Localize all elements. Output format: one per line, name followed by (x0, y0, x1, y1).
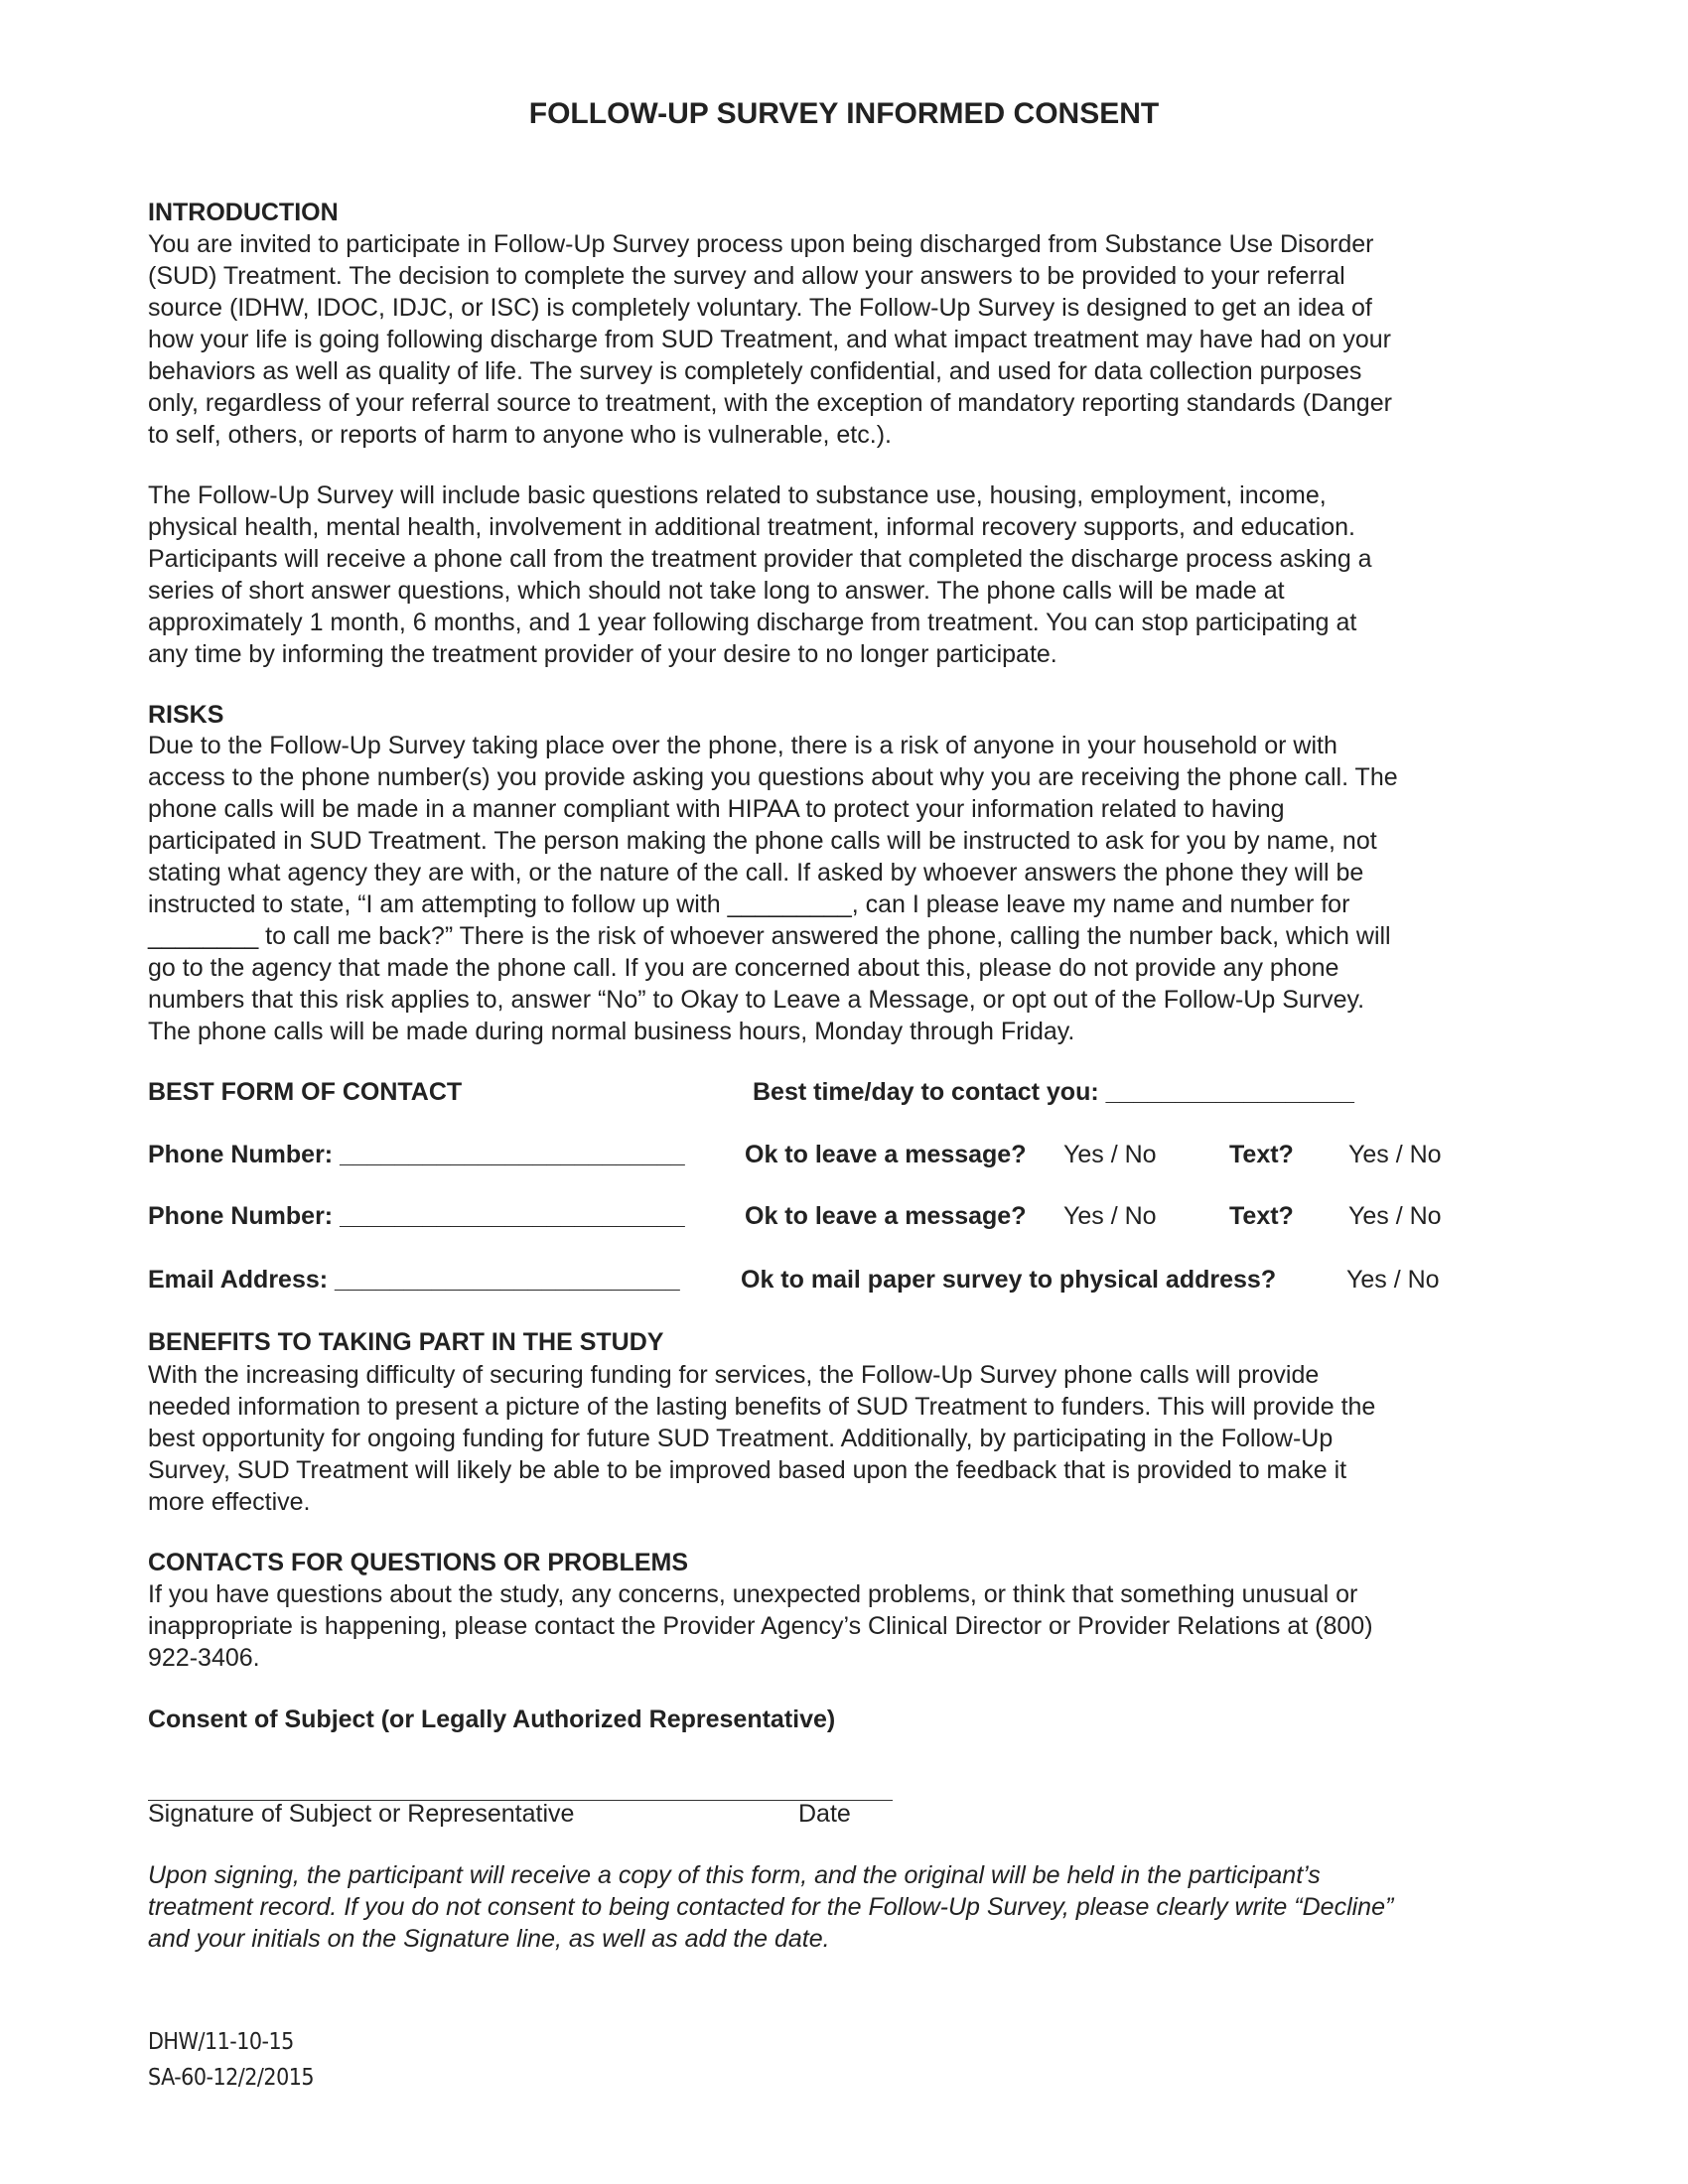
text-line: ________ to call me back?” There is the risk of whoever answered the phone, calling the number back, which will (148, 922, 1391, 950)
text-line: best opportunity for ongoing funding for future SUD Treatment. Additionally, by participating in the Follow-Up (148, 1425, 1334, 1452)
text-label: Text? (1229, 1202, 1294, 1230)
text-line: Survey, SUD Treatment will likely be able to be improved based upon the feedback that is provided to make it (148, 1456, 1347, 1484)
text-line: numbers that this risk applies to, answer “No” to Okay to Leave a Message, or opt out of the Follow-Up Survey. (148, 986, 1365, 1014)
text-line: more effective. (148, 1488, 311, 1516)
best-form-heading: BEST FORM OF CONTACT (148, 1078, 463, 1106)
text-line: participated in SUD Treatment. The person making the phone calls will be instructed to ask for you by name, not (148, 827, 1377, 855)
text-line: You are invited to participate in Follow-Up Survey process upon being discharged from Substance Use Disorder (148, 230, 1374, 258)
text-line: Due to the Follow-Up Survey taking place over the phone, there is a risk of anyone in your household or with (148, 732, 1337, 759)
introduction-paragraph-2 (148, 479, 1558, 670)
phone-number-field[interactable]: Phone Number: _________________________ (148, 1202, 685, 1230)
text-line: With the increasing difficulty of securing funding for services, the Follow-Up Survey phone calls will provide (148, 1361, 1320, 1389)
best-time-field[interactable]: Best time/day to contact you: __________________ (753, 1078, 1354, 1106)
text-line: physical health, mental health, involvement in additional treatment, informal recovery supports, and education. (148, 513, 1355, 541)
benefits-paragraph (148, 1359, 1558, 1518)
text-line: and your initials on the Signature line, as well as add the date. (148, 1925, 830, 1953)
text-line: needed information to present a picture of the lasting benefits of SUD Treatment to funders. This will provide the (148, 1393, 1376, 1421)
text-yes-no[interactable]: Yes / No (1348, 1202, 1442, 1230)
text-line: Participants will receive a phone call from the treatment provider that completed the discharge process asking a (148, 545, 1372, 573)
section-heading-contacts: CONTACTS FOR QUESTIONS OR PROBLEMS (148, 1549, 688, 1576)
text-line: any time by informing the treatment provider of your desire to no longer participate. (148, 640, 1057, 668)
ok-mail-yes-no[interactable]: Yes / No (1346, 1266, 1440, 1294)
text-line: phone calls will be made in a manner compliant with HIPAA to protect your information related to having (148, 795, 1285, 823)
text-line: access to the phone number(s) you provide asking you questions about why you are receiving the phone call. The (148, 763, 1398, 791)
form-code-line-1: DHW/11-10-15 (148, 2029, 294, 2055)
ok-message-yes-no[interactable]: Yes / No (1063, 1202, 1157, 1230)
consent-note (148, 1859, 1558, 1955)
ok-message-label: Ok to leave a message? (745, 1202, 1027, 1230)
text-line: 922-3406. (148, 1644, 260, 1672)
section-heading-benefits: BENEFITS TO TAKING PART IN THE STUDY (148, 1328, 664, 1356)
text-line: approximately 1 month, 6 months, and 1 year following discharge from treatment. You can stop participating at (148, 609, 1357, 636)
ok-message-yes-no[interactable]: Yes / No (1063, 1141, 1157, 1168)
phone-row-2 (148, 1200, 1688, 1232)
introduction-paragraph-1 (148, 228, 1558, 451)
text-line: If you have questions about the study, any concerns, unexpected problems, or think that something unusual or (148, 1580, 1358, 1608)
text-yes-no[interactable]: Yes / No (1348, 1141, 1442, 1168)
text-line: only, regardless of your referral source to treatment, with the exception of mandatory reporting standards (Danger (148, 389, 1392, 417)
text-line: stating what agency they are with, or the nature of the call. If asked by whoever answers the phone they will be (148, 859, 1364, 887)
ok-message-label: Ok to leave a message? (745, 1141, 1027, 1168)
page-title: FOLLOW-UP SURVEY INFORMED CONSENT (528, 97, 1160, 130)
text-line: to self, others, or reports of harm to anyone who is vulnerable, etc.). (148, 421, 892, 449)
consent-heading: Consent of Subject (or Legally Authorized Representative) (148, 1706, 836, 1733)
text-line: (SUD) Treatment. The decision to complete the survey and allow your answers to be provided to your referral (148, 262, 1345, 290)
date-label: Date (798, 1800, 851, 1828)
text-line: series of short answer questions, which should not take long to answer. The phone calls will be made at (148, 577, 1285, 605)
text-line: go to the agency that made the phone call. If you are concerned about this, please do not provide any phone (148, 954, 1339, 982)
text-line: behaviors as well as quality of life. The survey is completely confidential, and used for data collection purposes (148, 357, 1362, 385)
section-heading-introduction: INTRODUCTION (148, 199, 339, 226)
best-form-of-contact-row (148, 1076, 1688, 1108)
email-row (148, 1264, 1688, 1296)
text-line: Upon signing, the participant will receive a copy of this form, and the original will be held in the participant’s (148, 1861, 1321, 1889)
text-line: The phone calls will be made during normal business hours, Monday through Friday. (148, 1018, 1075, 1045)
text-line: source (IDHW, IDOC, IDJC, or ISC) is completely voluntary. The Follow-Up Survey is designed to get an idea of (148, 294, 1372, 322)
phone-row-1 (148, 1139, 1688, 1170)
text-line: The Follow-Up Survey will include basic questions related to substance use, housing, employment, income, (148, 481, 1327, 509)
text-label: Text? (1229, 1141, 1294, 1168)
form-code-line-2: SA-60-12/2/2015 (148, 2065, 315, 2091)
signature-label: Signature of Subject or Representative (148, 1800, 575, 1828)
contacts-paragraph (148, 1578, 1558, 1674)
ok-mail-label: Ok to mail paper survey to physical address? (741, 1266, 1277, 1294)
text-line: instructed to state, “I am attempting to follow up with _________, can I please leave my name and number for (148, 890, 1350, 918)
phone-number-field[interactable]: Phone Number: _________________________ (148, 1141, 685, 1168)
risks-paragraph (148, 730, 1558, 1047)
text-line: how your life is going following discharge from SUD Treatment, and what impact treatment may have had on your (148, 326, 1392, 353)
section-heading-risks: RISKS (148, 701, 224, 729)
text-line: inappropriate is happening, please contact the Provider Agency’s Clinical Director or Provider Relations at (800) (148, 1612, 1373, 1640)
email-address-field[interactable]: Email Address: _________________________ (148, 1266, 680, 1294)
text-line: treatment record. If you do not consent to being contacted for the Follow-Up Survey, please clearly write “Decline” (148, 1893, 1394, 1921)
